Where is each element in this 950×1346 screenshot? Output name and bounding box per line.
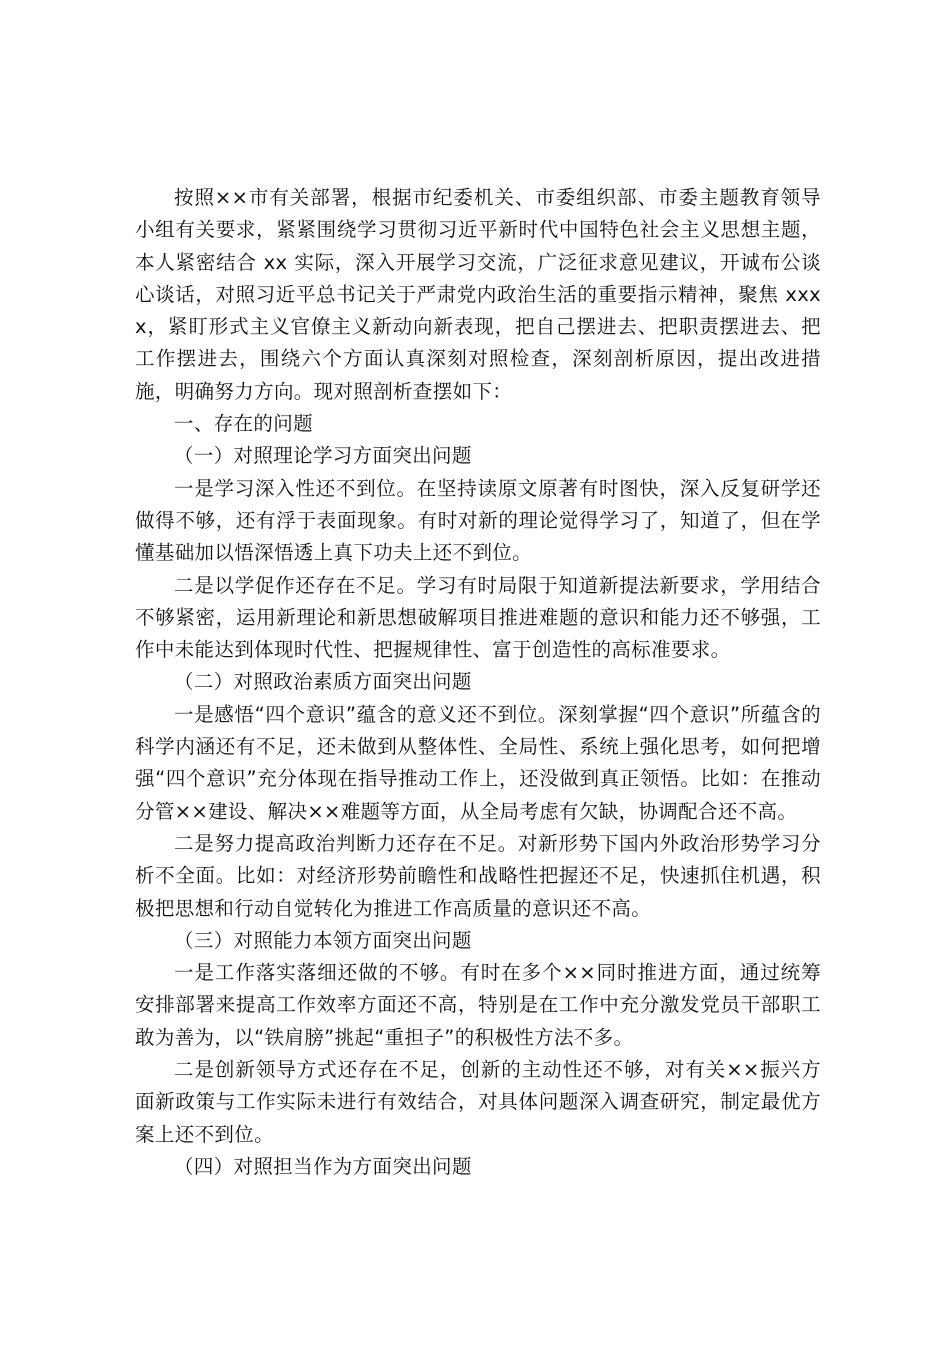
subsection-heading-ability: （三）对照能力本领方面突出问题: [174, 928, 472, 952]
subsection-heading-political-quality: （二）对照政治素质方面突出问题: [174, 670, 472, 694]
section-heading-problems: 一、存在的问题: [174, 412, 313, 436]
document-body: [135, 182, 821, 1183]
paragraph-political-quality-2: 二是努力提高政治判断力还存在不足。对新形势下国内外政治形势学习分析不全面。比如：对经济形势前瞻性和战略性把握还不足，快速抓住机遇，积极把思想和行动自觉转化为推进工作高质量的意识还不高。: [135, 831, 821, 920]
paragraph-theory-study-1: 一是学习深入性还不到位。在坚持读原文原著有时图快，深入反复研学还做得不够，还有浮于表面现象。有时对新的理论觉得学习了，知道了，但在学懂基础加以悟深悟透上真下功夫上还不到位。: [135, 476, 821, 565]
intro-paragraph: 按照××市有关部署，根据市纪委机关、市委组织部、市委主题教育领导小组有关要求，紧紧围绕学习贯彻习近平新时代中国特色社会主义思想主题，本人紧密结合 xx 实际，深入开展学习交流，广泛征求意见建议，开诚布公谈心谈话，对照习近平总书记关于严肃党内政治生活的重要指示精神，聚焦 xxxx，紧盯形式主义官僚主义新动向新表现，把自己摆进去、把职责摆进去、把工作摆进去，围绕六个方面认真深刻对照检查，深刻剖析原因，提出改进措施，明确努力方向。现对照剖析查摆如下：: [135, 186, 821, 403]
paragraph-theory-study-2: 二是以学促作还存在不足。学习有时局限于知道新提法新要求，学用结合不够紧密，运用新理论和新思想破解项目推进难题的意识和能力还不够强，工作中未能达到体现时代性、把握规律性、富于创造性的高标准要求。: [135, 573, 821, 662]
paragraph-ability-2: 二是创新领导方式还存在不足，创新的主动性还不够，对有关××振兴方面新政策与工作实际未进行有效结合，对具体问题深入调查研究，制定最优方案上还不到位。: [135, 1058, 821, 1146]
paragraph-political-quality-1: 一是感悟“四个意识”蕴含的意义还不到位。深刻掌握“四个意识”所蕴含的科学内涵还有不足，还未做到从整体性、全局性、系统上强化思考，如何把增强“四个意识”充分体现在指导推动工作上，还没做到真正领悟。比如：在推动分管××建设、解决××难题等方面，从全局考虑有欠缺，协调配合还不高。: [135, 702, 821, 823]
subsection-heading-theory-study: （一）对照理论学习方面突出问题: [174, 444, 472, 468]
paragraph-ability-1: 一是工作落实落细还做的不够。有时在多个××同时推进方面，通过统筹安排部署来提高工作效率方面还不高，特别是在工作中充分激发党员干部职工敢为善为，以“铁肩膀”挑起“重担子”的积极性方法不多。: [135, 961, 821, 1049]
subsection-heading-responsibility: （四）对照担当作为方面突出问题: [174, 1154, 472, 1178]
